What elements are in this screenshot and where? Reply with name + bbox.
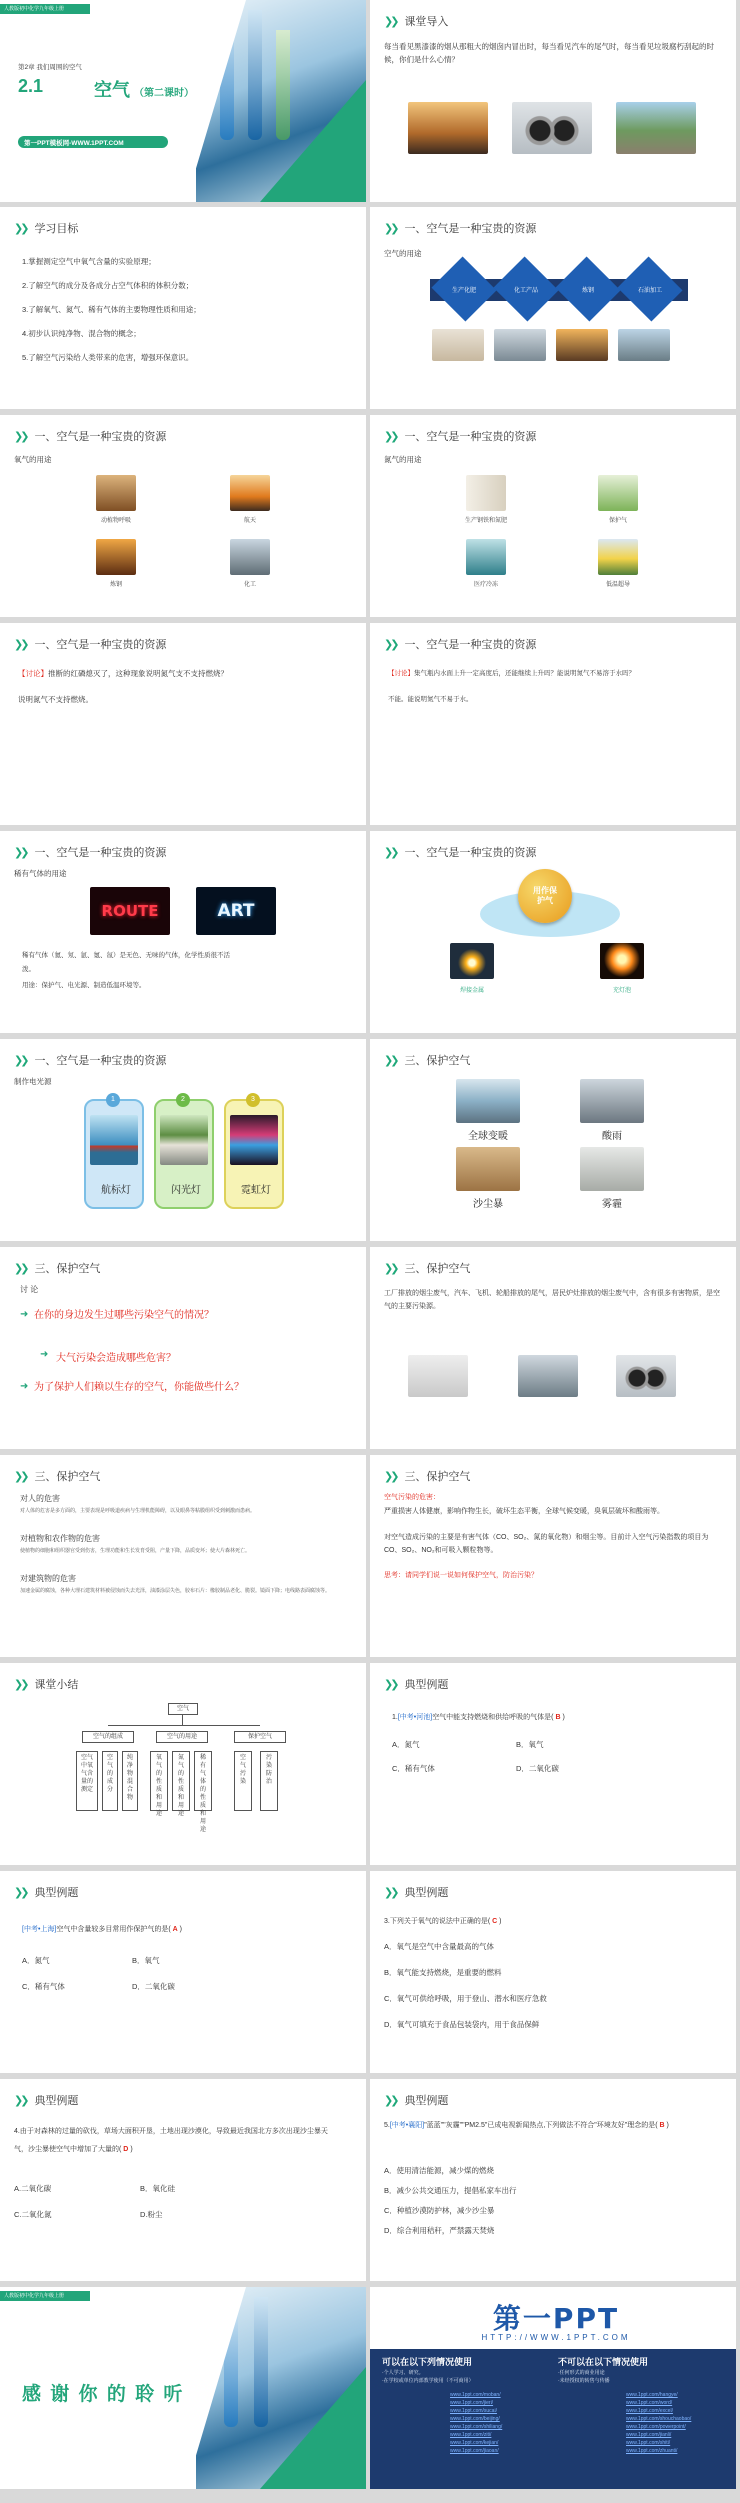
exhaust-photo bbox=[616, 1355, 676, 1397]
harm-heading-1: 对人的危害 bbox=[20, 1494, 60, 1503]
question: 4.由于对森林的过量的砍伐，草场大面积开垦，土地出现沙漠化，导致最近我国北方多次出现沙尘暴天气，沙尘暴使空气中增加了大量的( D ) bbox=[14, 2128, 328, 2153]
slide-header bbox=[384, 1677, 448, 1691]
tree-leaf-1: 空气的成分 bbox=[102, 1751, 118, 1811]
slide-19-example[interactable] bbox=[0, 1871, 366, 2073]
link[interactable]: www.1ppt.com/jiaoan/ bbox=[450, 2448, 499, 2454]
pollution-text: 工厂排放的烟尘废气，汽车、飞机、轮船排放的尾气，居民炉灶排放的烟尘废气中，含有很多有害物质，是空气的主要污染源。 bbox=[384, 1290, 720, 1310]
discuss-item-3: 为了保护人们赖以生存的空气，你能做些什么？ bbox=[34, 1382, 244, 1393]
caption-2: 航天 bbox=[243, 518, 256, 524]
cover-title: 空气 bbox=[94, 80, 130, 100]
slide-title: 三、保护空气 bbox=[404, 1471, 471, 1483]
link[interactable]: www.1ppt.com/zhuanti/ bbox=[626, 2448, 678, 2454]
double-chevron-icon: ❯❯ bbox=[384, 429, 397, 443]
slide-header bbox=[384, 1885, 448, 1899]
left-line-1: ·个人学习、研究。 bbox=[382, 2370, 424, 2376]
harm-heading-3: 对建筑物的危害 bbox=[20, 1574, 76, 1583]
slide-title: 课堂导入 bbox=[404, 16, 449, 28]
slide-header bbox=[14, 2093, 78, 2107]
slide-14-pollution-sources[interactable] bbox=[370, 1247, 736, 1449]
flash-photo bbox=[160, 1115, 208, 1165]
thanks-tag-text: 人教版初中化学九年级上册 bbox=[4, 2293, 65, 2299]
goal-item-2: 2.了解空气的成分及各成分占空气体积的体积分数； bbox=[22, 281, 194, 290]
medical-photo bbox=[466, 539, 506, 575]
thanks-white-triangle bbox=[186, 2287, 246, 2489]
num-badge-1: 1 bbox=[106, 1093, 120, 1107]
option-b[interactable]: B．减少公共交通压力，提倡私家车出行 bbox=[384, 2186, 517, 2195]
link[interactable]: www.1ppt.com/shiliang/ bbox=[450, 2424, 503, 2430]
slide-15-harms[interactable] bbox=[0, 1455, 366, 1657]
goal-item-4: 4.初步认识纯净物、混合物的概念； bbox=[22, 329, 141, 338]
tree-leaf-5: 稀有气体的性质和用途 bbox=[194, 1751, 212, 1811]
slide-title: 典型例题 bbox=[404, 2095, 449, 2107]
slide-title: 典型例题 bbox=[404, 1679, 449, 1691]
smokestack-photo bbox=[408, 102, 488, 154]
answer: 不能。能说明氮气不易于水。 bbox=[388, 696, 473, 703]
slide-title: 学习目标 bbox=[34, 223, 79, 235]
slide-23-thanks[interactable] bbox=[0, 2287, 366, 2489]
slide-title: 一、空气是一种宝贵的资源 bbox=[34, 847, 167, 859]
link[interactable]: www.1ppt.com/word/ bbox=[626, 2400, 673, 2406]
flow-label-1: 生产化肥 bbox=[451, 288, 476, 294]
caption-2: 酸雨 bbox=[602, 1131, 622, 1142]
slide-title: 一、空气是一种宝贵的资源 bbox=[34, 639, 167, 651]
acid-rain-photo bbox=[580, 1079, 644, 1123]
goal-item-3: 3.了解氧气、氮气、稀有气体的主要物理性质和用途； bbox=[22, 305, 201, 314]
double-chevron-icon: ❯❯ bbox=[384, 14, 397, 28]
factory-photo bbox=[494, 329, 546, 361]
harm-heading: 空气污染的危害： bbox=[384, 1494, 440, 1501]
right-title: 不可以在以下情况使用 bbox=[558, 2357, 649, 2367]
link[interactable]: www.1ppt.com/shouchaobao/ bbox=[626, 2416, 692, 2422]
link-list-right bbox=[626, 2391, 691, 2455]
caption-4: 低温超导 bbox=[605, 582, 630, 588]
slide-8-discussion[interactable] bbox=[370, 623, 736, 825]
slide-24-brand[interactable] bbox=[370, 2287, 736, 2489]
option-b[interactable]: B．氧气 bbox=[132, 1956, 160, 1965]
flow-label-2: 化工产品 bbox=[513, 288, 538, 294]
option-d[interactable]: D．氧气可填充于食品包装袋内，用于食品保鲜 bbox=[384, 2020, 540, 2029]
option-c[interactable]: C.二氧化氮 bbox=[14, 2210, 52, 2219]
option-d[interactable]: D．综合利用秸秆，严禁露天焚烧 bbox=[384, 2226, 495, 2235]
slide-3-goals[interactable] bbox=[0, 207, 366, 409]
double-chevron-icon: ❯❯ bbox=[14, 1053, 27, 1067]
option-d[interactable]: D.粉尘 bbox=[140, 2210, 163, 2219]
option-b[interactable]: B．氧气 bbox=[516, 1740, 544, 1749]
link[interactable]: www.1ppt.com/excel/ bbox=[626, 2408, 673, 2414]
slide-4-air-uses[interactable] bbox=[370, 207, 736, 409]
link[interactable]: www.1ppt.com/moban/ bbox=[450, 2392, 501, 2398]
slide-header bbox=[384, 1261, 470, 1275]
brand-url[interactable]: HTTP://WWW.1PPT.COM bbox=[481, 2333, 631, 2342]
refinery-photo bbox=[618, 329, 670, 361]
slide-header bbox=[384, 637, 536, 651]
option-a[interactable]: A．氧气是空气中含量最高的气体 bbox=[384, 1942, 495, 1951]
slide-header bbox=[14, 637, 166, 651]
answer: 说明氮气不支持燃烧。 bbox=[18, 695, 93, 704]
slide-13-discuss[interactable] bbox=[0, 1247, 366, 1449]
smog-photo bbox=[580, 1147, 644, 1191]
center-circle: 用作保护气 bbox=[518, 869, 572, 923]
harm-heading-2: 对植物和农作物的危害 bbox=[20, 1534, 100, 1543]
double-chevron-icon: ❯❯ bbox=[384, 1677, 397, 1691]
double-chevron-icon: ❯❯ bbox=[14, 845, 27, 859]
link[interactable]: www.1ppt.com/shiti/ bbox=[626, 2440, 671, 2446]
section-sub: 空气的用途 bbox=[384, 249, 422, 258]
option-d[interactable]: D．二氧化碳 bbox=[132, 1982, 175, 1991]
caption-3: 霓虹灯 bbox=[241, 1185, 271, 1196]
slide-header bbox=[384, 2093, 448, 2107]
tree-leaf-3: 氧气的性质和用途 bbox=[150, 1751, 168, 1811]
welding-photo bbox=[96, 539, 136, 575]
tree-leaf-0: 空气中氧气含量的测定 bbox=[76, 1751, 98, 1811]
option-c[interactable]: C．稀有气体 bbox=[22, 1982, 65, 1991]
question: 5.[中考•襄阳]"蓝蓝""灰霾""PM2.5"已成电视新闻热点,下列做法不符合"环境友好"理念的是( B ) bbox=[384, 2122, 669, 2129]
goal-item-1: 1.掌握测定空气中氧气含量的实验原理； bbox=[22, 257, 156, 266]
double-chevron-icon: ❯❯ bbox=[14, 637, 27, 651]
caption-2: 保护气 bbox=[608, 518, 627, 524]
slide-header bbox=[384, 14, 448, 28]
right-line-2: ·未经授权的转售与传播 bbox=[558, 2378, 610, 2384]
option-a[interactable]: A．氮气 bbox=[392, 1740, 420, 1749]
slide-5-oxygen[interactable] bbox=[0, 415, 366, 617]
slide-7-discussion[interactable] bbox=[0, 623, 366, 825]
brand-logo: 第一PPT bbox=[492, 2302, 620, 2335]
question: [中考•上海]空气中含量较多目常用作保护气的是( A ) bbox=[22, 1926, 182, 1933]
section-sub: 稀有气体的用途 bbox=[14, 869, 67, 878]
cover-num: 2.1 bbox=[18, 76, 44, 96]
slide-1-cover[interactable] bbox=[0, 0, 366, 202]
section-sub: 氧气的用途 bbox=[14, 455, 52, 464]
slide-2-intro[interactable] bbox=[370, 0, 736, 202]
slide-9-noble-gas[interactable] bbox=[0, 831, 366, 1033]
slide-22-example[interactable] bbox=[370, 2079, 736, 2281]
link[interactable]: www.1ppt.com/jianli/ bbox=[626, 2432, 672, 2438]
slide-title: 课堂小结 bbox=[34, 1679, 79, 1691]
slide-header bbox=[384, 845, 536, 859]
food-package-photo bbox=[598, 475, 638, 511]
noble-gas-desc: 稀有气体（氦、氖、氩、氪、氙）是无色、无味的气体，化学性质很不活泼。 bbox=[22, 952, 230, 973]
question: 1.[中考•河池]空气中能支持燃烧和供给呼吸的气体是( B ) bbox=[392, 1714, 565, 1721]
option-b[interactable]: B．氧气能支持燃烧，是重要的燃料 bbox=[384, 1968, 502, 1977]
link-list-left bbox=[450, 2391, 502, 2455]
slide-header bbox=[384, 429, 536, 443]
double-chevron-icon: ❯❯ bbox=[384, 1885, 397, 1899]
factory-smoke-photo bbox=[518, 1355, 578, 1397]
slide-header bbox=[14, 1469, 100, 1483]
double-chevron-icon: ❯❯ bbox=[384, 1053, 397, 1067]
tree-leaf-6: 空气污染 bbox=[234, 1751, 252, 1811]
steel-photo bbox=[556, 329, 608, 361]
slide-title: 典型例题 bbox=[34, 2095, 79, 2107]
arrow-icon-3: ➜ bbox=[20, 1381, 29, 1392]
discuss-item-2: 大气污染会造成哪些危害？ bbox=[56, 1353, 176, 1364]
option-a[interactable]: A．使用清洁能源，减少煤的燃烧 bbox=[384, 2166, 495, 2175]
chem-plant-photo bbox=[230, 539, 270, 575]
slide-title: 典型例题 bbox=[404, 1887, 449, 1899]
section-sub: 讨 论 bbox=[20, 1285, 39, 1294]
garbage-photo bbox=[616, 102, 696, 154]
link[interactable]: www.1ppt.com/jieri/ bbox=[450, 2400, 494, 2406]
neon-sign-art: ART bbox=[196, 887, 276, 935]
slide-title: 一、空气是一种宝贵的资源 bbox=[34, 431, 167, 443]
cover-brand[interactable]: 第一PPT模板网-WWW.1PPT.COM bbox=[24, 140, 124, 147]
caption-4: 雾霾 bbox=[602, 1199, 622, 1210]
slide-title: 三、保护空气 bbox=[404, 1055, 471, 1067]
link[interactable]: www.1ppt.com/powerpoint/ bbox=[626, 2424, 686, 2430]
slide-header bbox=[14, 1053, 166, 1067]
tree-trunk bbox=[182, 1715, 183, 1725]
option-c[interactable]: C．稀有气体 bbox=[392, 1764, 435, 1773]
animal-photo bbox=[96, 475, 136, 511]
slide-header bbox=[384, 221, 536, 235]
slide-header bbox=[14, 221, 78, 235]
fertilizer-bag-photo bbox=[466, 475, 506, 511]
option-a[interactable]: A．氮气 bbox=[22, 1956, 50, 1965]
tree-l2-1: 空气的用途 bbox=[156, 1731, 208, 1743]
harm-para-2: 对空气造成污染的主要是有害气体（CO、SO₂、氮的氧化物）和烟尘等。目前计入空气污染指数的项目为CO、SO₂、NO₂和可吸入颗粒物等。 bbox=[384, 1534, 709, 1554]
neon-sign-route: ROUTE bbox=[90, 887, 170, 935]
section-sub: 制作电光源 bbox=[14, 1077, 52, 1086]
slide-12-pollution-effects[interactable] bbox=[370, 1039, 736, 1241]
think-question: 思考：请同学们说一说如何保护空气，防治污染？ bbox=[384, 1572, 538, 1579]
num-badge-2: 2 bbox=[176, 1093, 190, 1107]
caption-1: 动植物呼吸 bbox=[100, 518, 131, 524]
option-c[interactable]: C．种植沙漠防护林，减少沙尘暴 bbox=[384, 2206, 495, 2215]
slide-10-protective-gas[interactable] bbox=[370, 831, 736, 1033]
caption-welding: 焊接金属 bbox=[459, 988, 484, 994]
caption-bulb: 充灯泡 bbox=[612, 988, 631, 994]
beacon-photo bbox=[90, 1115, 138, 1165]
left-line-2: ·在学校或单位内部教学使用（不可商用） bbox=[382, 2378, 474, 2384]
harm-text-3: 加速金属的腐蚀，各种大理石建筑材料被侵蚀而失去光泽，油漆涂层失色，胶布石片：橡胶制品老化、脆裂。镜面下降；电线路表面腐蚀等。 bbox=[20, 1588, 331, 1594]
num-badge-3: 3 bbox=[246, 1093, 260, 1107]
double-chevron-icon: ❯❯ bbox=[14, 1469, 27, 1483]
thanks-text: 感 谢 你 的 聆 听 bbox=[22, 2384, 185, 2405]
slide-header bbox=[14, 429, 166, 443]
cover-green-triangle bbox=[260, 80, 366, 202]
bulb-photo bbox=[600, 943, 644, 979]
slide-18-example[interactable] bbox=[370, 1663, 736, 1865]
cover-white-triangle bbox=[186, 0, 246, 202]
caption-1: 生产钢铁和氮肥 bbox=[464, 518, 507, 524]
link[interactable]: www.1ppt.com/sucai/ bbox=[450, 2408, 497, 2414]
slide-11-light-sources[interactable] bbox=[0, 1039, 366, 1241]
question: 【讨论】推断的红磷熄灭了，这种现象说明氮气支不支持燃烧？ bbox=[18, 669, 228, 678]
cover-chapter: 第2章 我们周围的空气 bbox=[18, 64, 82, 71]
double-chevron-icon: ❯❯ bbox=[384, 1469, 397, 1483]
caption-3: 医疗冷冻 bbox=[473, 582, 498, 588]
slide-17-summary[interactable] bbox=[0, 1663, 366, 1865]
tree-l2-2: 保护空气 bbox=[234, 1731, 286, 1743]
fertilizer-photo bbox=[432, 329, 484, 361]
intro-text: 每当看见黑漆漆的烟从那粗大的烟囱内冒出时，每当看见汽车的尾气时，每当看见垃圾腐朽刮起的时候，你们是什么心情？ bbox=[384, 42, 714, 64]
industry-icon bbox=[408, 1355, 468, 1397]
double-chevron-icon: ❯❯ bbox=[384, 221, 397, 235]
caption-2: 闪光灯 bbox=[171, 1185, 201, 1196]
slide-title: 三、保护空气 bbox=[404, 1263, 471, 1275]
slide-header bbox=[14, 1677, 78, 1691]
slide-title: 一、空气是一种宝贵的资源 bbox=[404, 847, 537, 859]
option-c[interactable]: C．氧气可供给呼吸，用于登山、潜水和医疗急救 bbox=[384, 1994, 547, 2003]
option-b[interactable]: B．氧化硅 bbox=[140, 2184, 176, 2193]
double-chevron-icon: ❯❯ bbox=[14, 1261, 27, 1275]
welding-photo bbox=[450, 943, 494, 979]
slide-20-example[interactable] bbox=[370, 1871, 736, 2073]
link[interactable]: www.1ppt.com/hangye/ bbox=[626, 2392, 678, 2398]
double-chevron-icon: ❯❯ bbox=[14, 1885, 27, 1899]
thanks-green-triangle bbox=[260, 2367, 366, 2489]
slide-title: 三、保护空气 bbox=[34, 1263, 101, 1275]
arrow-icon-1: ➜ bbox=[20, 1309, 29, 1320]
goal-item-5: 5.了解空气污染给人类带来的危害，增强环保意识。 bbox=[22, 353, 194, 362]
tree-root: 空气 bbox=[168, 1703, 198, 1715]
slide-title: 一、空气是一种宝贵的资源 bbox=[404, 431, 537, 443]
flow-label-3: 炼钢 bbox=[581, 288, 594, 294]
slide-header bbox=[14, 1261, 100, 1275]
caption-3: 炼钢 bbox=[109, 582, 122, 588]
cover-tag-text: 人教版初中化学九年级上册 bbox=[4, 6, 65, 12]
link[interactable]: www.1ppt.com/ziti/ bbox=[450, 2432, 492, 2438]
slide-header bbox=[384, 1053, 470, 1067]
caption-1: 航标灯 bbox=[101, 1185, 131, 1196]
left-title: 可以在以下列情况使用 bbox=[382, 2357, 473, 2367]
slide-21-example[interactable] bbox=[0, 2079, 366, 2281]
slide-title: 一、空气是一种宝贵的资源 bbox=[404, 223, 537, 235]
harm-para-1: 严重损害人体健康，影响作物生长，破坏生态平衡，全球气候变暖，臭氧层破坏和酸雨等。 bbox=[384, 1508, 664, 1515]
double-chevron-icon: ❯❯ bbox=[14, 2093, 27, 2107]
double-chevron-icon: ❯❯ bbox=[384, 1261, 397, 1275]
double-chevron-icon: ❯❯ bbox=[14, 1677, 27, 1691]
caption-3: 沙尘暴 bbox=[473, 1199, 503, 1210]
slide-title: 典型例题 bbox=[34, 1887, 79, 1899]
tree-leaf-4: 氮气的性质和用途 bbox=[172, 1751, 190, 1811]
slide-16-pollution-harm[interactable] bbox=[370, 1455, 736, 1657]
double-chevron-icon: ❯❯ bbox=[384, 637, 397, 651]
maglev-photo bbox=[598, 539, 638, 575]
slide-title: 一、空气是一种宝贵的资源 bbox=[404, 639, 537, 651]
slide-header bbox=[384, 1469, 470, 1483]
double-chevron-icon: ❯❯ bbox=[14, 429, 27, 443]
discuss-item-1: 在你的身边发生过哪些污染空气的情况？ bbox=[34, 1310, 214, 1321]
question: 3.下列关于氧气的说法中正确的是( C ) bbox=[384, 1918, 502, 1925]
link[interactable]: www.1ppt.com/beijing/ bbox=[450, 2416, 500, 2422]
tree-l2-0: 空气的组成 bbox=[82, 1731, 134, 1743]
car-exhaust-photo bbox=[512, 102, 592, 154]
global-warming-photo bbox=[456, 1079, 520, 1123]
noble-gas-uses: 用途：保护气、电光源、制造低温环境等。 bbox=[22, 982, 146, 989]
slide-6-nitrogen[interactable] bbox=[370, 415, 736, 617]
link[interactable]: www.1ppt.com/kejian/ bbox=[450, 2440, 499, 2446]
right-line-1: ·任何形式的商业用途 bbox=[558, 2370, 605, 2376]
slide-header bbox=[14, 845, 166, 859]
cover-subtitle: （第二课时） bbox=[134, 88, 194, 99]
slide-title: 三、保护空气 bbox=[34, 1471, 101, 1483]
tree-hline bbox=[108, 1725, 260, 1726]
slide-title: 一、空气是一种宝贵的资源 bbox=[34, 1055, 167, 1067]
double-chevron-icon: ❯❯ bbox=[384, 2093, 397, 2107]
sandstorm-photo bbox=[456, 1147, 520, 1191]
option-d[interactable]: D．二氧化碳 bbox=[516, 1764, 559, 1773]
harm-text-1: 对人体的危害是多方面的，主要表现是呼吸道疾病与生理机能障碍，以及眼鼻等粘膜组织受到刺激而患病。 bbox=[20, 1508, 256, 1514]
double-chevron-icon: ❯❯ bbox=[384, 845, 397, 859]
flow-label-4: 石油加工 bbox=[637, 288, 662, 294]
slide-header bbox=[14, 1885, 78, 1899]
option-a[interactable]: A.二氧化碳 bbox=[14, 2184, 52, 2193]
rocket-photo bbox=[230, 475, 270, 511]
caption-1: 全球变暖 bbox=[468, 1131, 508, 1142]
question: 【讨论】集气瓶内水面上升一定高度后，还能继续上升吗？能说明氮气不易溶于水吗？ bbox=[388, 670, 635, 677]
double-chevron-icon: ❯❯ bbox=[14, 221, 27, 235]
arrow-icon-2: ➜ bbox=[40, 1349, 49, 1360]
caption-4: 化工 bbox=[243, 582, 256, 588]
neon-photo bbox=[230, 1115, 278, 1165]
harm-text-2: 使植物的细胞和组织器官受到伤害，生理功能和生长发育受阻，产量下降，品质变坏；使大片森林死亡。 bbox=[20, 1548, 251, 1554]
section-sub: 氮气的用途 bbox=[384, 455, 422, 464]
tree-leaf-2: 纯净物混合物 bbox=[122, 1751, 138, 1811]
tree-leaf-7: 污染防治 bbox=[260, 1751, 278, 1811]
